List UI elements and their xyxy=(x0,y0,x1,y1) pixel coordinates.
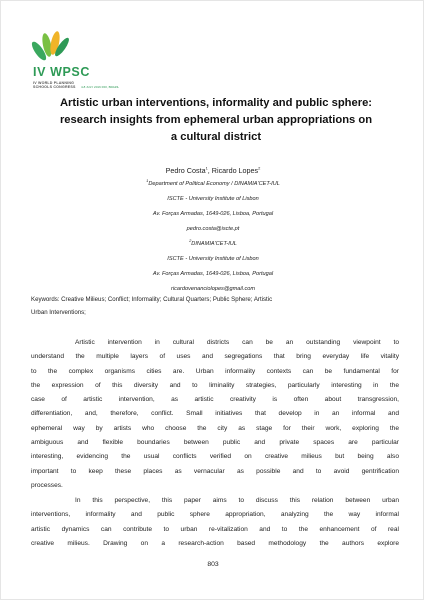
logo-title: IV WPSC xyxy=(33,65,90,79)
affiliation-line: ISCTE - University Institute of Lisbon xyxy=(167,256,259,262)
affiliation-line: Av. Forças Armadas, 1649-026, Lisboa, Portugal xyxy=(152,211,274,217)
author-name: Ricardo Lopes xyxy=(211,166,259,175)
affiliation-line: Av. Forças Armadas, 1649-026, Lisboa, Portugal xyxy=(152,271,274,277)
affiliation-email: ricardovenanciolopes@gmail.com xyxy=(170,286,256,292)
author-name: Pedro Costa xyxy=(165,166,206,175)
affiliation-line: $^1$Department of Political Economy / DINAMIA'CET-IUL xyxy=(146,178,280,187)
affiliation-line: $^2$DINAMIA'CET-IUL xyxy=(189,238,237,247)
keywords: Keywords: Creative Milieus; Conflict; Informality; Cultural Quarters; Public Sphere; Artistic Urban Interventions; xyxy=(31,296,273,316)
conference-logo xyxy=(9,29,129,101)
affiliation-email: pedro.costa@iscte.pt xyxy=(186,226,240,232)
paper-title: Artistic urban interventions, informality and public sphere: research insights from ephemeral urban appropriations on a cultural district xyxy=(59,97,373,143)
affiliation-line: ISCTE - University Institute of Lisbon xyxy=(167,196,259,202)
logo-tagline: 4-8 JULY 2016 RIO, BRAZIL xyxy=(81,85,120,89)
abstract-paragraph-2: In this perspective, this paper aims to discuss this relation between urban interventions, informality and public sphere appropriation, analyzing the way informal artistic dynamics can contribute to urban re-vitalization and to the enhancement of real creative milieus. Drawing on a research-action based methodology the authors explore xyxy=(31,497,399,547)
author-list: Pedro Costa$^1$, Ricardo Lopes$^2$ xyxy=(165,165,261,175)
page-number: 803 xyxy=(207,561,219,568)
logo-petals-icon xyxy=(29,29,69,65)
logo-subtitle: IV WORLD PLANNING SCHOOLS CONGRESS xyxy=(33,81,76,89)
abstract-paragraph-1: Artistic intervention in cultural districts can be an outstanding viewpoint to understand the multiple layers of uses and segregations that bring everyday life vitality to the complex organisms cities are. Urban informality contexts can be fundamental for the expression of this diversity and to liminality strategies, particularly interesting in the case of artistic intervention, as artistic creativity is often about transgression, differentiation, and, therefore, conflict. Small initiatives that develop in an informal and ephemeral way by artists who choose the city as stage for their work, exploring the ambiguous and flexible boundaries between public and private spaces are particular interesting, evidencing the usual conflicts verified on creative milieus but being also important to keep these places as vernacular as possible and to avoid gentrification processes. xyxy=(31,339,399,489)
